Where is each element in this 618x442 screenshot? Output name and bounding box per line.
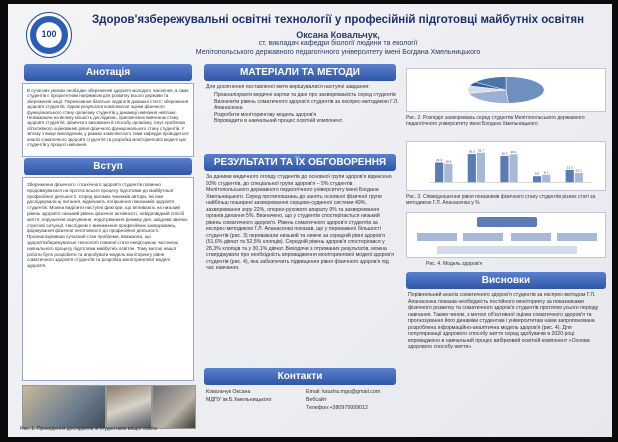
figure-1-caption: Рис. 1. Проведення досліджень зі студентами вищої освіти: [20, 426, 157, 432]
model-block: [511, 233, 551, 241]
intro-text: Збереження фізичного і психічного здоров'я студентів повинно продовжуватися на протязі всього процесу підготовки до майбутньої професійної діяльності. Серед вагомих чинників автори, які вже досліджували ці питання, відмічають погіршення показників здоров'я студентів. Можна виділити наступні фактори, що впливають на низький рівень здоров'я: низький рівень фізичної активності, невідповідний спосіб життя, порушення харчування, недотримання режиму дня, шкідливі звички, стресові ситуації. Наслідком є виникнення професійних захворювань, формування фізичної неготовності до професійної діяльності. Проаналізувавши сучасний стан проблеми, вважаємо, що здоров'язбережувальні технології повинні стати невід'ємною частиною навчального процесу підготовки майбутніх освітян. Тому метою нашої роботи було розробити та апробувати модель моніторингу рівня соматичного здоров'я студентів та розробка моніторингової моделі здоров'я.: [22, 177, 194, 381]
figure-2-pie-chart: [406, 68, 606, 112]
bar-data-label: 10.1: [575, 168, 582, 173]
materials-list-item: • Визначити рівень соматичного здоров'я студентів за експрес-методикою Г.Л. Апанасенка: [214, 99, 404, 112]
poster-header: [8, 4, 612, 64]
research-photo: [22, 385, 106, 429]
annotation-heading: Анотація: [24, 64, 192, 81]
bar-data-label: 31.7: [477, 148, 484, 153]
materials-list: [206, 92, 404, 144]
figure-4-caption: Рис. 4. Модель здоров'я: [426, 261, 483, 267]
figure-3-bar-chart: [406, 141, 606, 191]
bar: [509, 154, 517, 182]
materials-heading: МАТЕРІАЛИ ТА МЕТОДИ: [204, 64, 396, 81]
bar-data-label: 19.9: [445, 159, 452, 164]
annotation-text: В сучасних умовах необхідне збереження здоров'я молодого покоління, а саме студентів є пріоритетним напрямком для розвитку всього держави та збереження нації. Переконання багатьох педагогів домашні статті: збереження здоров'я студентів. Однак результати комплексної оцінки фізичного функціонального стану організму студентів у динаміці навчання невтішні. Незважаючи на велику кількість досліджень, присвячених вивченню стану здоров'я студентів, фізичного виховання й способу організму, існує проблема об'єктивного оцінювання рівня фізичного функціонального стану студентів. У зв'язку з вище викладеним, у рамках комплексного теми кафедри проводиться аналіз соматичного здоров'я студентів та розробка моніторингової моделі цих студентів у процесі навчання.: [22, 83, 194, 157]
bar: [575, 173, 583, 182]
figure-2-caption: Рис. 2. Розподіл захворювань серед студентів Мелітопольського державного педагогічного університету імені Богдана Хмельницького: [406, 115, 585, 127]
model-block: [463, 233, 503, 241]
research-photo: [152, 385, 196, 429]
author-affiliation: ст. викладач кафедри біології людини та екології: [258, 40, 418, 47]
bar-chart: [429, 148, 592, 182]
contact-name: Ковальчук Оксана: [206, 389, 251, 395]
model-block: [437, 246, 577, 254]
bar: [444, 164, 452, 183]
bar: [435, 162, 443, 182]
contact-organization: МДПУ ім.Б.Хмельницького: [206, 397, 272, 403]
figure-3-caption: Рис. 3. Співвідношення рівня показників фізичного стану студентів різних статі за методикою Г.Л. Апанасенка у %: [406, 194, 596, 206]
contacts-left: [206, 388, 301, 404]
materials-list-item: • Проаналізувати медичні картки та дані про захворюваність серед студентів: [214, 92, 404, 99]
bar-data-label: 21.3: [436, 158, 443, 163]
contact-website[interactable]: Вебсайт: [306, 397, 327, 403]
pie-slice: [506, 77, 544, 104]
bar-data-label: 30.3: [468, 149, 475, 154]
bar: [533, 176, 541, 182]
bar: [542, 175, 550, 183]
university-logo: [26, 12, 72, 58]
model-block: [557, 233, 597, 241]
bar: [468, 154, 476, 182]
intro-heading: Вступ: [24, 158, 192, 175]
materials-text: Для досягнення поставленої мети вирішувалися наступні завдання:: [206, 84, 370, 90]
results-text: За даними медичного огляду студентів до основної групи здоров'я віднесено 93% студентів, до спеціальної групи здоров'я – 5% студентів Мелітопольського державного педагогічного університету імені Богдана Хмельницького. Серед протипоказань до занять основної фізичної групи найбільш поширені захворювання серцево-судинної системи 49%, захворювання зору 22%, опорно-рухового апарату 9% та захворювання органів дихання 5%. Визначено, що у студентів спостерігається низький рівень соматичного здоров'я. Рівень соматичного здоров'я студентів за експрес-методикою Г.Л. Апанасенка показав, що у переважної більшості студентів (рис. 3) переважали низький та нижче за середній рівні здоров'я (51,6% дівчат та 52,5% хлопців). Середній рівень здоров'я спостерігався у 28,3% хлопців та у 30,1% дівчат. Виходячи з отриманих результатів, можна стверджувати про необхідність впровадження моніторингової моделі здоров'я студентів (рис. 4), яка забезпечить підвищення рівня фізичного здоров'я під час навчання.: [206, 174, 394, 271]
materials-list-item: • Розробити моніторингову модель здоров'я: [214, 112, 404, 119]
university-name: Мелітопольського державного педагогічного університету імені Богдана Хмельницького: [195, 49, 481, 56]
model-block: [477, 217, 537, 227]
bar-data-label: 13.3: [566, 165, 573, 170]
bar-data-label: 28.3: [501, 151, 508, 156]
materials-list-item: • Впровадити в навчальний процес освітній компонент.: [214, 118, 404, 125]
bar-data-label: 8.1: [544, 170, 549, 175]
research-photo: [106, 385, 152, 429]
results-heading: РЕЗУЛЬТАТИ ТА ЇХ ОБГОВОРЕННЯ: [204, 154, 396, 171]
conclusions-heading: Висновки: [406, 272, 606, 289]
contacts-heading: Контакти: [204, 368, 396, 385]
bar: [477, 153, 485, 183]
logo-number: 100: [41, 29, 57, 39]
model-block: [417, 233, 457, 241]
contact-phone: Телефон:+380979999012: [306, 405, 368, 411]
poster: [8, 4, 612, 437]
contact-email[interactable]: Email: ksusha.mgu@gmail.com: [306, 389, 381, 395]
conclusions-text: Порівняльний аналіз соматичного здоров'я студентів за експрес-методом Г.Л. Апанасенка показав необхідність постійного моніторингу за показниками фізичного розвитку та соматичного здоров'я студентів протягом усього періоду навчання. Таким чином, з метою об'єктивної оцінки соматичного здоров'я та прогнозування його динаміки студентам і університетам нами запропонована розроблена інформаційно-аналітична модель здоров'я (рис. 4). Для популяризації здорового способу життя серед здобувачів в 2020 році впроваджено в навчальний процес вибірковий освітній компонент «Основи здорового способу життя».: [408, 292, 599, 350]
pie-chart: [468, 77, 544, 104]
poster-title: Здоров'язбережувальні освітні технології у професійній підготовці майбутніх освітян: [91, 14, 585, 26]
bar-data-label: 6.6: [534, 171, 540, 176]
bar: [500, 156, 508, 182]
bar-data-label: 30.1: [510, 149, 517, 154]
health-model-diagram: [406, 212, 606, 258]
bar: [566, 170, 574, 182]
contacts-right: [306, 388, 401, 412]
author-name: Оксана Ковальчук,: [296, 30, 380, 40]
